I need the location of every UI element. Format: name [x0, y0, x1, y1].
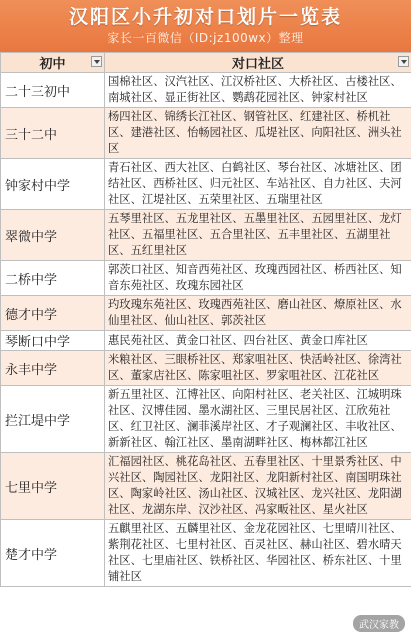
community-list: 汇福园社区、桃花岛社区、五春里社区、十里景秀社区、中兴社区、陶园社区、龙阳社区、龙阳新村社区、南国明珠社区、陶家岭社区、汤山社区、汉城社区、龙兴社区、龙阳湖社区、龙湖东岸、汉沙社区、冯家畈社区、星火社区: [105, 453, 411, 520]
filter-dropdown-icon[interactable]: [398, 56, 409, 67]
community-list: 郭茨口社区、知音西苑社区、玫瑰西园社区、桥西社区、知音东苑社区、玫瑰东园社区: [105, 261, 411, 296]
watermark-badge: 武汉家教: [353, 615, 405, 632]
community-list: 杨四社区、锦绣长江社区、钢管社区、红建社区、桥机社区、建港社区、怡畅园社区、瓜堤社区、向阳社区、洲头社区: [105, 108, 411, 159]
title-bar: [0, 0, 411, 52]
table-row: [1, 351, 411, 386]
table-row: [1, 520, 411, 587]
school-name: 钟家村中学: [1, 159, 105, 210]
school-name: 三十二中: [1, 108, 105, 159]
column-header-school: [1, 53, 105, 73]
school-name: 翠微中学: [1, 210, 105, 261]
page-title: 汉阳区小升初对口划片一览表: [68, 6, 342, 28]
community-list: 五麒里社区、五麟里社区、金龙花园社区、七里晴川社区、紫荆花社区、七里村社区、百灵社区、赫山社区、碧水晴天社区、七里庙社区、铁桥社区、华园社区、桥东社区、十里铺社区: [105, 520, 411, 587]
school-name: 二十三初中: [1, 73, 105, 108]
school-name: 德才中学: [1, 296, 105, 331]
column-header-areas-label: 对口社区: [231, 57, 284, 72]
community-list: 国棉社区、汉汽社区、江汉桥社区、大桥社区、古楼社区、南城社区、显正街社区、鹦鹉花园社区、钟家村社区: [105, 73, 411, 108]
page-subtitle: 家长一百微信（ID:jz100wx）整理: [107, 31, 304, 45]
community-list: 玓玫瑰东苑社区、玫瑰西苑社区、磨山社区、燎原社区、水仙里社区、仙山社区、郭茨社区: [105, 296, 411, 331]
table-row: [1, 453, 411, 520]
school-district-table: [0, 52, 411, 587]
table-row: [1, 261, 411, 296]
school-name: 楚才中学: [1, 520, 105, 587]
table-row: [1, 386, 411, 453]
table-row: [1, 159, 411, 210]
table-row: [1, 296, 411, 331]
community-list: 惠民苑社区、黄金口社区、四台社区、黄金口库社区: [105, 331, 411, 351]
community-list: 五琴里社区、五龙里社区、五墨里社区、五园里社区、龙灯社区、五福里社区、五合里社区、五丰里社区、五湖里社区、五红里社区: [105, 210, 411, 261]
school-name: 琴断口中学: [1, 331, 105, 351]
school-name: 二桥中学: [1, 261, 105, 296]
school-name: 七里中学: [1, 453, 105, 520]
column-header-school-label: 初中: [39, 57, 66, 72]
community-list: 新五里社区、江博社区、向阳村社区、老关社区、江城明珠社区、汉博佳园、墨水湖社区、三里民居社区、江欣苑社区、红卫社区、澜菲溪岸社区、才子观澜社区、丰收社区、新新社区、翰江社区、墨南湖畔社区、梅林都江社区: [105, 386, 411, 453]
community-list: 米粮社区、三眼桥社区、郑家咀社区、快活岭社区、徐湾社区、董家店社区、陈家咀社区、罗家咀社区、江花社区: [105, 351, 411, 386]
column-header-areas: [105, 53, 411, 73]
school-name: 拦江堤中学: [1, 386, 105, 453]
table-row: [1, 108, 411, 159]
filter-dropdown-icon[interactable]: [91, 56, 102, 67]
community-list: 青石社区、西大社区、白鹤社区、琴台社区、冰塘社区、团结社区、西桥社区、归元社区、车站社区、自力社区、夫河社区、江堤社区、五荣里社区、五瑞里社区: [105, 159, 411, 210]
table-row: [1, 73, 411, 108]
table-row: [1, 210, 411, 261]
table-row: [1, 331, 411, 351]
school-name: 永丰中学: [1, 351, 105, 386]
